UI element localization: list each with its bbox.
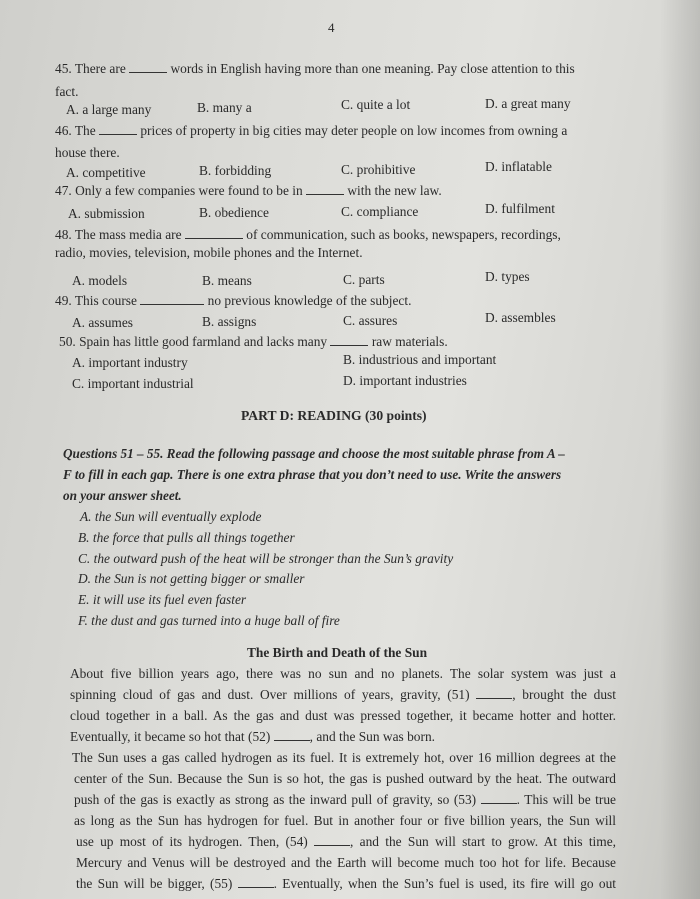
question-47-stem bbox=[55, 183, 442, 199]
question-46-text-b: prices of property in big cities may deter people on low incomes from owning a bbox=[137, 123, 568, 138]
gap-55-blank bbox=[238, 876, 274, 888]
question-45-text-a: 45. There are bbox=[55, 61, 130, 76]
passage-text: . Eventually, when the Sun’s fuel is used, its fire will go out bbox=[273, 876, 616, 891]
question-50-stem bbox=[59, 334, 448, 350]
passage-text: , and the Sun was born. bbox=[309, 729, 435, 744]
question-48-option-c: C. parts bbox=[343, 272, 385, 287]
question-46-text-a: 46. The bbox=[55, 123, 100, 138]
passage-text: use up most of its hydrogen. Then, (54) bbox=[76, 834, 315, 849]
question-45-option-c: C. quite a lot bbox=[341, 97, 411, 112]
question-47-option-c: C. compliance bbox=[341, 204, 419, 219]
question-47-text-b: with the new law. bbox=[344, 183, 442, 198]
question-50-option-d: D. important industries bbox=[343, 373, 467, 388]
part-d-heading: PART D: READING (30 points) bbox=[241, 408, 427, 423]
question-48-stem bbox=[55, 227, 561, 243]
passage-text: push of the gas is exactly as strong as the inward pull of gravity, so (53) bbox=[74, 792, 481, 807]
question-45-option-a: A. a large many bbox=[66, 102, 152, 117]
question-47-text-a: 47. Only a few companies were found to be in bbox=[55, 183, 307, 198]
option-d: D. the Sun is not getting bigger or smaller bbox=[78, 571, 305, 586]
option-f: F. the dust and gas turned into a huge ball of fire bbox=[78, 613, 340, 628]
gap-51-blank bbox=[476, 687, 512, 699]
question-50-text-a: 50. Spain has little good farmland and lacks many bbox=[59, 334, 331, 349]
question-50-option-a: A. important industry bbox=[72, 355, 188, 370]
instructions-line-1: Questions 51 – 55. Read the following passage and choose the most suitable phrase from A – bbox=[63, 446, 565, 461]
question-46-continuation: house there. bbox=[55, 145, 120, 160]
question-47-option-b: B. obedience bbox=[199, 205, 269, 220]
answer-blank bbox=[129, 61, 167, 73]
question-46-option-b: B. forbidding bbox=[199, 163, 272, 178]
answer-blank bbox=[140, 293, 204, 305]
question-46-option-d: D. inflatable bbox=[485, 159, 552, 174]
option-c: C. the outward push of the heat will be stronger than the Sun’s gravity bbox=[78, 551, 454, 566]
answer-blank bbox=[185, 227, 243, 239]
question-45-text-b: words in English having more than one meaning. Pay close attention to this bbox=[167, 61, 575, 76]
passage-line bbox=[70, 687, 616, 703]
passage-line: as long as the Sun has hydrogen for fuel. But in another four or five billion years, the Sun will bbox=[74, 813, 616, 828]
question-47-option-d: D. fulfilment bbox=[485, 201, 555, 216]
option-a: A. the Sun will eventually explode bbox=[80, 509, 262, 524]
passage-text: Eventually, it became so hot that (52) bbox=[70, 729, 274, 744]
question-49-option-b: B. assigns bbox=[202, 314, 257, 329]
passage-text: , brought the dust bbox=[512, 687, 616, 702]
question-48-text-a: 48. The mass media are bbox=[55, 227, 185, 242]
instructions-line-3: on your answer sheet. bbox=[63, 488, 182, 503]
question-45-continuation: fact. bbox=[55, 84, 79, 99]
question-48-option-a: A. models bbox=[72, 273, 128, 288]
page-number: 4 bbox=[328, 20, 335, 35]
question-49-text-b: no previous knowledge of the subject. bbox=[204, 293, 412, 308]
question-49-stem bbox=[55, 293, 411, 309]
question-46-option-c: C. prohibitive bbox=[341, 162, 416, 177]
passage-line: About five billion years ago, there was no sun and no planets. The solar system was just a bbox=[70, 666, 616, 681]
question-45-option-b: B. many a bbox=[197, 100, 252, 115]
question-50-text-b: raw materials. bbox=[368, 334, 448, 349]
gap-54-blank bbox=[314, 834, 350, 846]
question-45-option-d: D. a great many bbox=[485, 96, 571, 111]
answer-blank bbox=[306, 183, 344, 195]
passage-line bbox=[74, 792, 616, 808]
question-49-text-a: 49. This course bbox=[55, 293, 141, 308]
passage-line bbox=[70, 729, 435, 745]
passage-title: The Birth and Death of the Sun bbox=[247, 645, 428, 660]
question-48-option-d: D. types bbox=[485, 269, 530, 284]
question-49-option-a: A. assumes bbox=[72, 315, 133, 330]
question-48-option-b: B. means bbox=[202, 273, 252, 288]
answer-blank bbox=[330, 334, 368, 346]
passage-text: spinning cloud of gas and dust. Over millions of years, gravity, (51) bbox=[70, 687, 477, 702]
option-b: B. the force that pulls all things together bbox=[78, 530, 295, 545]
passage-line: center of the Sun. Because the Sun is so hot, the gas is pushed outward by the heat. The outward bbox=[74, 771, 616, 786]
instructions-line-2: F to fill in each gap. There is one extra phrase that you don’t need to use. Write the answers bbox=[63, 467, 562, 482]
gap-52-blank bbox=[274, 729, 310, 741]
question-50-option-b: B. industrious and important bbox=[343, 352, 497, 367]
question-47-option-a: A. submission bbox=[68, 206, 145, 221]
question-49-option-d: D. assembles bbox=[485, 310, 556, 325]
passage-line bbox=[76, 876, 616, 892]
passage-text: . This will be true bbox=[516, 792, 616, 807]
question-49-option-c: C. assures bbox=[343, 313, 398, 328]
gap-53-blank bbox=[481, 792, 517, 804]
passage-line bbox=[76, 834, 616, 850]
passage-line: Mercury and Venus will be destroyed and the Earth will become much too hot for life. Because bbox=[76, 855, 616, 870]
question-48-text-b: of communication, such as books, newspapers, recordings, bbox=[242, 227, 561, 242]
answer-blank bbox=[99, 123, 137, 135]
option-e: E. it will use its fuel even faster bbox=[78, 592, 247, 607]
passage-line: cloud together in a ball. As the gas and dust was pressed together, it became hotter and hotter. bbox=[70, 708, 616, 723]
question-48-continuation: radio, movies, television, mobile phones and the Internet. bbox=[55, 245, 363, 260]
passage-line: The Sun uses a gas called hydrogen as its fuel. It is extremely hot, over 16 million degrees at the bbox=[72, 750, 616, 765]
passage-text: the Sun will be bigger, (55) bbox=[76, 876, 238, 891]
question-45-stem bbox=[55, 61, 575, 77]
question-50-option-c: C. important industrial bbox=[72, 376, 194, 391]
question-46-stem bbox=[55, 123, 567, 139]
question-46-option-a: A. competitive bbox=[66, 165, 146, 180]
passage-text: , and the Sun will start to grow. At this time, bbox=[350, 834, 616, 849]
